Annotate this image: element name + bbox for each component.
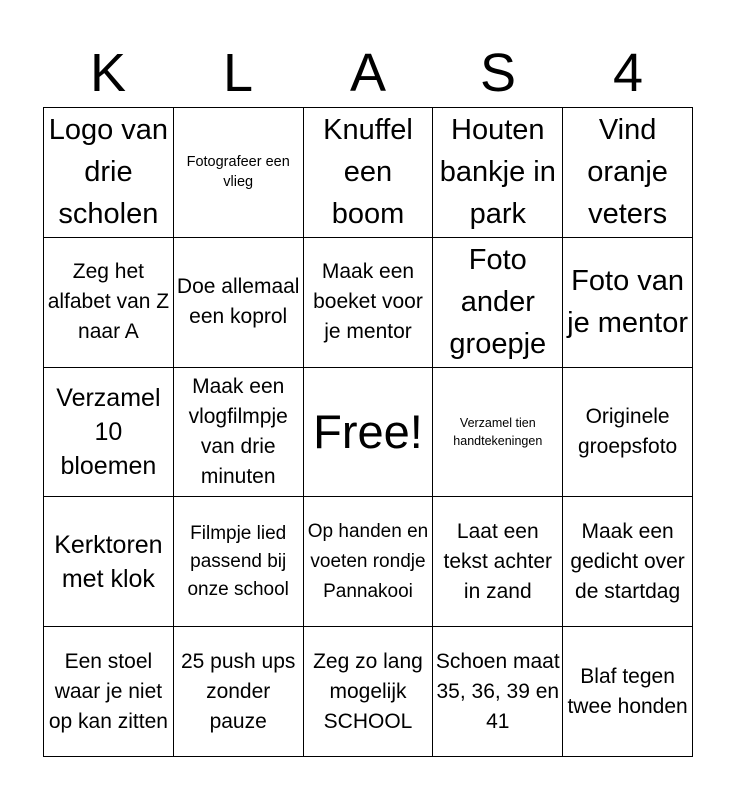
cell-text: Knuffel een boom bbox=[323, 114, 413, 231]
bingo-cell[interactable] bbox=[563, 497, 693, 627]
cell-text: Logo van drie scholen bbox=[48, 114, 169, 231]
bingo-cell[interactable] bbox=[563, 108, 693, 238]
cell-text: Zeg zo lang mogelijk SCHOOL bbox=[313, 649, 423, 733]
cell-text: Schoen maat 35, 36, 39 en 41 bbox=[435, 649, 560, 733]
bingo-cell[interactable] bbox=[304, 627, 434, 757]
header-letter: A bbox=[349, 43, 387, 103]
bingo-cell[interactable] bbox=[563, 368, 693, 498]
bingo-cell[interactable] bbox=[44, 238, 174, 368]
bingo-cell[interactable] bbox=[44, 368, 174, 498]
bingo-cell[interactable] bbox=[304, 238, 434, 368]
cell-text: Blaf tegen twee honden bbox=[567, 664, 688, 718]
bingo-cell[interactable] bbox=[433, 108, 563, 238]
header-letter: K bbox=[89, 43, 127, 103]
cell-text: Houten bankje in park bbox=[439, 114, 556, 231]
cell-text: Maak een boeket voor je mentor bbox=[313, 260, 423, 344]
bingo-cell[interactable] bbox=[44, 497, 174, 627]
bingo-cell[interactable] bbox=[304, 497, 434, 627]
cell-text: Verzamel 10 bloemen bbox=[56, 383, 161, 480]
bingo-cell[interactable] bbox=[174, 627, 304, 757]
header-letter: S bbox=[479, 43, 517, 103]
cell-text: Zeg het alfabet van Z naar A bbox=[47, 260, 170, 344]
free-space-text: Free! bbox=[313, 404, 423, 458]
cell-text: Originele groepsfoto bbox=[577, 404, 678, 458]
cell-text: Verzamel tien handtekeningen bbox=[453, 415, 543, 448]
bingo-cell[interactable] bbox=[433, 627, 563, 757]
bingo-cell[interactable] bbox=[433, 238, 563, 368]
cell-text: Maak een gedicht over de startdag bbox=[570, 519, 685, 603]
bingo-cell[interactable] bbox=[563, 627, 693, 757]
bingo-cell[interactable] bbox=[563, 238, 693, 368]
bingo-cell[interactable] bbox=[174, 497, 304, 627]
cell-text: Foto van je mentor bbox=[567, 265, 689, 340]
bingo-cell[interactable] bbox=[433, 368, 563, 498]
bingo-cell[interactable] bbox=[44, 627, 174, 757]
bingo-grid bbox=[43, 107, 693, 757]
cell-text: Kerktoren met klok bbox=[54, 530, 163, 593]
bingo-cell[interactable] bbox=[174, 108, 304, 238]
cell-text: Fotografeer een vlieg bbox=[186, 154, 290, 191]
cell-text: Een stoel waar je niet op kan zitten bbox=[48, 649, 168, 733]
bingo-cell[interactable] bbox=[44, 108, 174, 238]
bingo-cell[interactable] bbox=[174, 368, 304, 498]
cell-text: Vind oranje veters bbox=[587, 114, 668, 231]
cell-text: Foto ander groepje bbox=[449, 244, 547, 361]
header-letter: L bbox=[222, 43, 254, 103]
header-letter: 4 bbox=[612, 43, 644, 103]
bingo-cell[interactable] bbox=[433, 497, 563, 627]
cell-text: 25 push ups zonder pauze bbox=[180, 649, 296, 733]
bingo-free-cell[interactable] bbox=[304, 368, 434, 498]
bingo-header bbox=[43, 42, 693, 104]
bingo-cell[interactable] bbox=[304, 108, 434, 238]
cell-text: Filmpje lied passend bij onze school bbox=[187, 522, 289, 600]
cell-text: Doe allemaal een koprol bbox=[176, 275, 300, 329]
bingo-cell[interactable] bbox=[174, 238, 304, 368]
cell-text: Op handen en voeten rondje Pannakooi bbox=[307, 520, 429, 602]
cell-text: Laat een tekst achter in zand bbox=[443, 519, 553, 603]
cell-text: Maak een vlogfilmpje van drie minuten bbox=[188, 374, 288, 488]
